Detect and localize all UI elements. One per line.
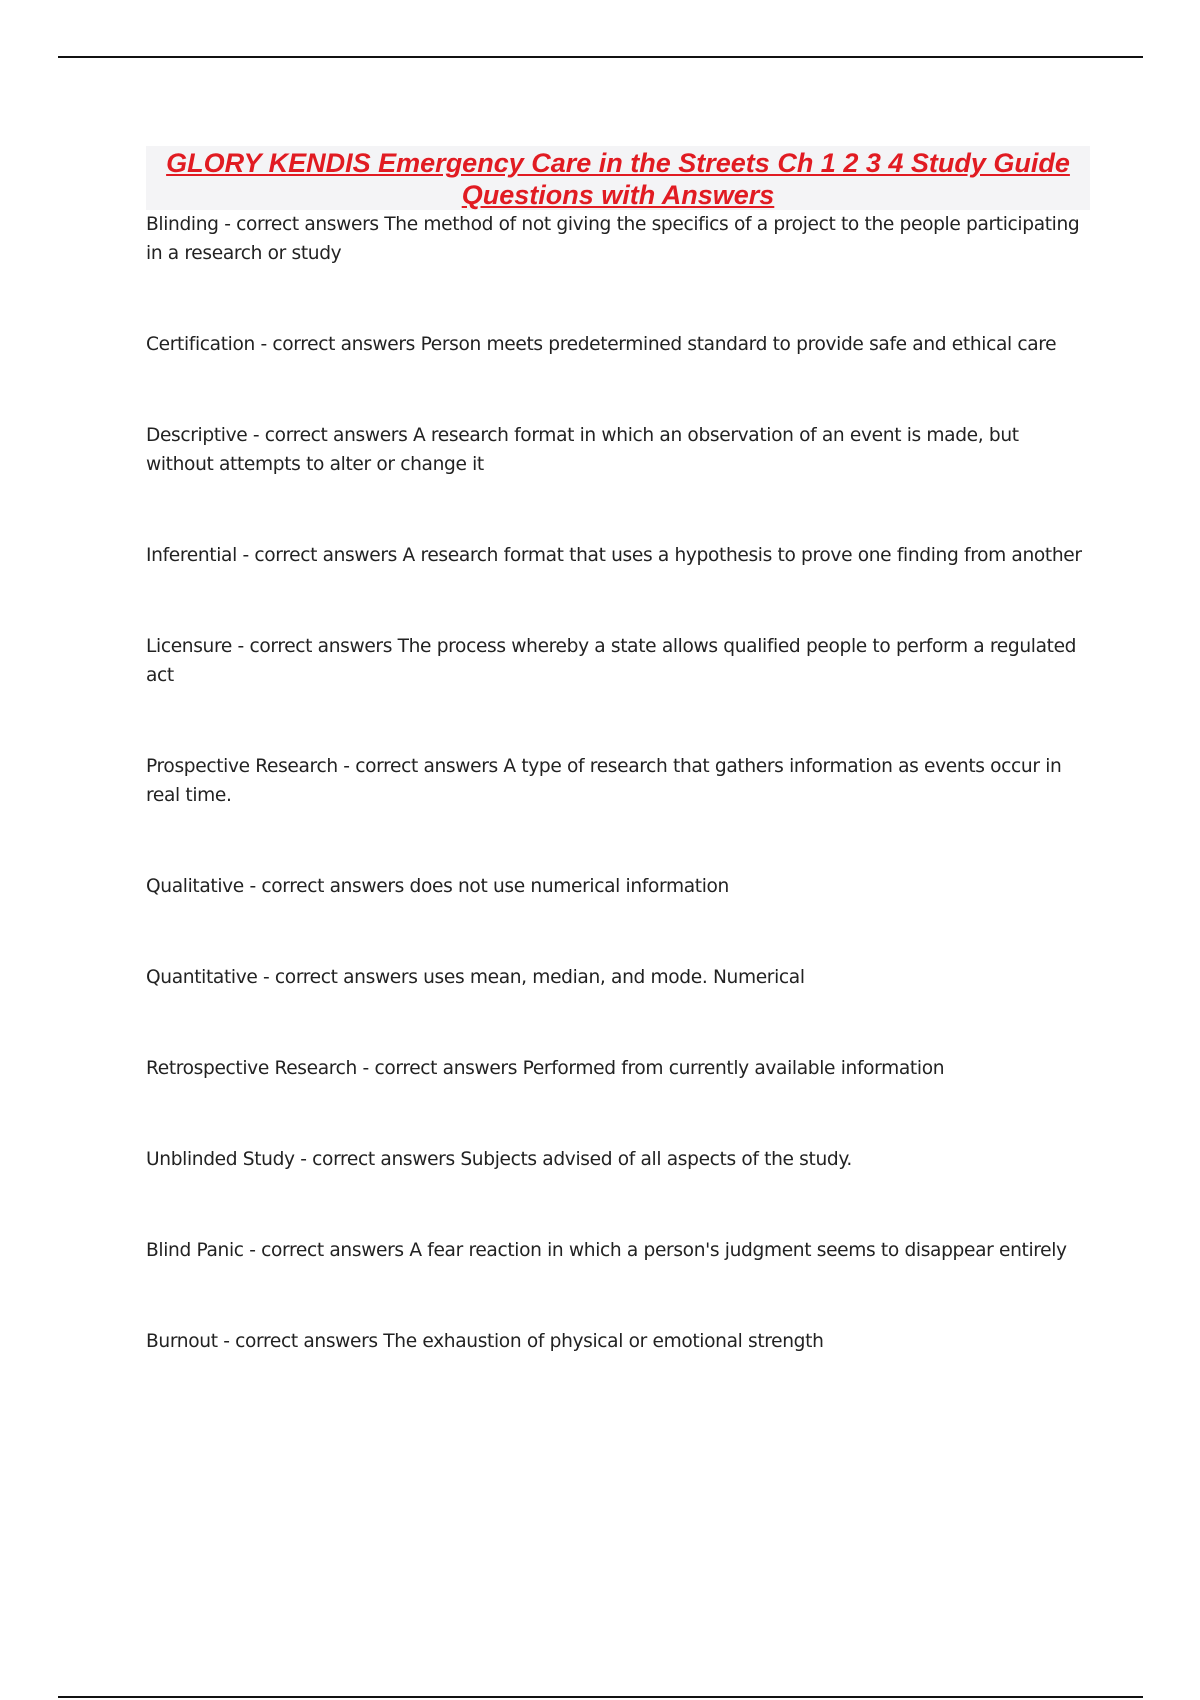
flashcard-list [146,210,1090,1418]
entry-quantitative: Quantitative - correct answers uses mean, median, and mode. Numerical [146,967,805,988]
entry-certification: Certification - correct answers Person meets predetermined standard to provide safe and ethical care [146,334,1057,355]
entry-inferential: Inferential - correct answers A research format that uses a hypothesis to prove one finding from another [146,545,1082,566]
entry-qualitative: Qualitative - correct answers does not use numerical information [146,876,729,897]
entry-blinding: Blinding - correct answers The method of not giving the specifics of a project to the people participating in a research or study [146,214,1080,264]
footer-rule [58,1696,1143,1698]
document-title: GLORY KENDIS Emergency Care in the Streets Ch 1 2 3 4 Study Guide Questions with Answers [166,148,1070,210]
entry-licensure: Licensure - correct answers The process whereby a state allows qualified people to perform a regulated act [146,636,1077,686]
title-banner [146,146,1090,210]
header-rule [58,56,1143,58]
entry-blind-panic: Blind Panic - correct answers A fear reaction in which a person's judgment seems to disappear entirely [146,1240,1067,1261]
entry-retrospective-research: Retrospective Research - correct answers Performed from currently available information [146,1058,945,1079]
entry-descriptive: Descriptive - correct answers A research format in which an observation of an event is made, but without attempts to alter or change it [146,425,1019,475]
entry-unblinded-study: Unblinded Study - correct answers Subjects advised of all aspects of the study. [146,1149,852,1170]
entry-prospective-research: Prospective Research - correct answers A type of research that gathers information as events occur in real time. [146,756,1062,806]
entry-burnout: Burnout - correct answers The exhaustion of physical or emotional strength [146,1331,824,1352]
